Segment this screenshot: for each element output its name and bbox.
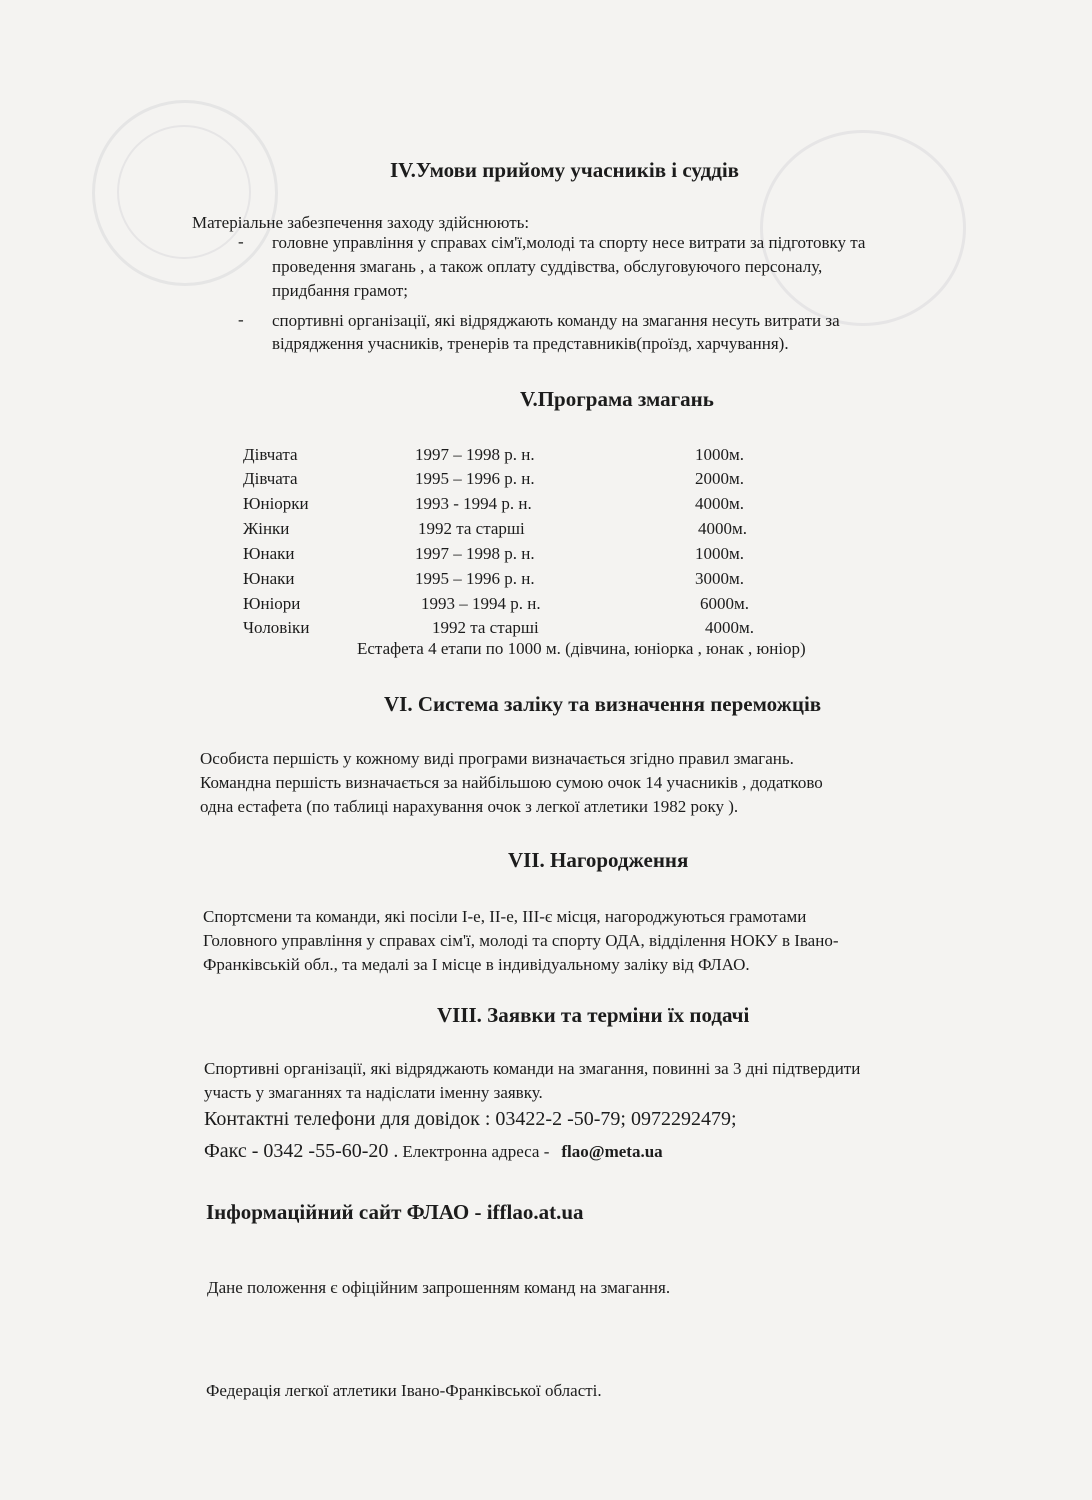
section-4-bullet-1-line-3: придбання грамот; xyxy=(272,281,409,300)
program-group: Дівчата xyxy=(243,445,298,464)
email-label: Електронна адреса - xyxy=(402,1142,550,1161)
section-7-title: VII. Нагородження xyxy=(508,848,689,872)
program-years: 1992 та старші xyxy=(418,519,525,538)
signature-line: Федерація легкої атлетики Івано-Франківської області. xyxy=(206,1381,602,1400)
section-7-line-2: Головного управління у справах сім'ї, молоді та спорту ОДА, відділення НОКУ в Івано- xyxy=(203,931,839,950)
program-distance: 4000м. xyxy=(695,494,745,513)
section-6-line-3: одна естафета (по таблиці нарахування очок з легкої атлетики 1982 року ). xyxy=(200,797,739,816)
program-distance: 6000м. xyxy=(700,594,750,613)
program-group: Юнаки xyxy=(243,544,295,563)
program-group: Юніори xyxy=(243,594,301,613)
section-6-line-2: Командна першість визначається за найбільшою сумою очок 14 учасників , додатково xyxy=(200,773,823,792)
section-4-bullet-2-line-1: спортивні організації, які відряджають команду на змагання несуть витрати за xyxy=(272,311,840,330)
program-years: 1995 – 1996 р. н. xyxy=(415,569,535,588)
section-4-bullet-1-line-2: проведення змагань , а також оплату суддівства, обслуговуючого персоналу, xyxy=(272,257,823,276)
program-years: 1997 – 1998 р. н. xyxy=(415,445,535,464)
program-group: Юнаки xyxy=(243,569,295,588)
section-7-line-1: Спортсмени та команди, які посіли І-е, ІІ-е, ІІІ-є місця, нагороджуються грамотами xyxy=(203,907,807,926)
invitation-note: Дане положення є офіційним запрошенням команд на змагання. xyxy=(207,1278,671,1297)
email-address: flao@meta.ua xyxy=(561,1142,663,1161)
program-years: 1993 – 1994 р. н. xyxy=(421,594,541,613)
section-8-title: VIII. Заявки та терміни їх подачі xyxy=(437,1003,750,1027)
bullet-dash: - xyxy=(238,232,244,251)
program-distance: 2000м. xyxy=(695,469,745,488)
program-years: 1995 – 1996 р. н. xyxy=(415,469,535,488)
section-7-line-3: Франківській обл., та медалі за І місце в індивідуальному заліку від ФЛАО. xyxy=(203,955,750,974)
program-distance: 1000м. xyxy=(695,544,745,563)
program-distance: 3000м. xyxy=(695,569,745,588)
ghost-stamp-left xyxy=(92,100,278,286)
fax: Факс - 0342 -55-60-20 . xyxy=(204,1140,399,1162)
program-group: Юніорки xyxy=(243,494,309,513)
contact-phones: Контактні телефони для довідок : 03422-2 -50-79; 0972292479; xyxy=(204,1108,737,1130)
program-years: 1992 та старші xyxy=(432,618,539,637)
bullet-dash: - xyxy=(238,310,244,329)
fax-email-line xyxy=(204,1140,663,1163)
section-6-line-1: Особиста першість у кожному виді програми визначається згідно правил змагань. xyxy=(200,749,794,768)
section-8-line-1: Спортивні організації, які відряджають команди на змагання, повинні за 3 дні підтвердити xyxy=(204,1059,861,1078)
section-4-bullet-2-line-2: відрядження учасників, тренерів та представників(проїзд, харчування). xyxy=(272,334,789,353)
info-site: Інформаційний сайт ФЛАО - ifflao.at.ua xyxy=(206,1200,584,1224)
program-years: 1993 - 1994 р. н. xyxy=(415,494,532,513)
relay-line: Естафета 4 етапи по 1000 м. (дівчина, юніорка , юнак , юніор) xyxy=(357,639,806,658)
program-group: Жінки xyxy=(243,519,290,538)
program-group: Чоловіки xyxy=(243,618,310,637)
section-6-title: VI. Система заліку та визначення переможців xyxy=(384,692,822,716)
program-group: Дівчата xyxy=(243,469,298,488)
ghost-stamp-right xyxy=(760,130,966,326)
program-distance: 4000м. xyxy=(698,519,748,538)
section-8-line-2: участь у змаганнях та надіслати іменну заявку. xyxy=(204,1083,543,1102)
program-distance: 4000м. xyxy=(705,618,755,637)
program-years: 1997 – 1998 р. н. xyxy=(415,544,535,563)
section-4-bullet-1-line-1: головне управління у справах сім'ї,молоді та спорту несе витрати за підготовку та xyxy=(272,233,866,252)
program-distance: 1000м. xyxy=(695,445,745,464)
section-4-intro: Матеріальне забезпечення заходу здійснюють: xyxy=(192,213,530,232)
section-4-title: IV.Умови прийому учасників і суддів xyxy=(390,158,740,182)
section-5-title: V.Програма змагань xyxy=(520,387,714,411)
